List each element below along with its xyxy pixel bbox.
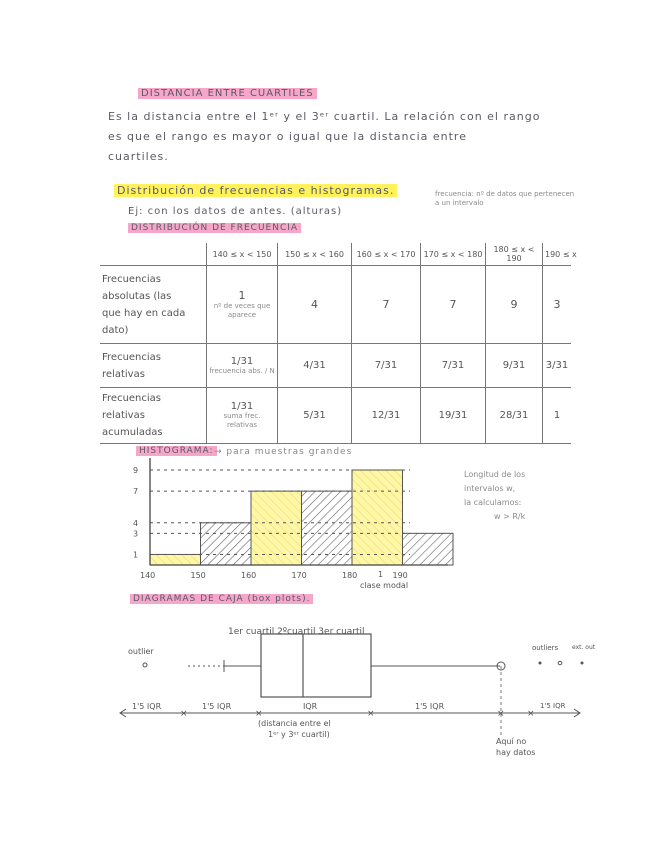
- table-cell: 4/31: [278, 344, 352, 388]
- body-line: cuartiles.: [108, 150, 169, 163]
- outlier-left-point: [143, 663, 147, 667]
- clase-modal-label: clase modal: [360, 581, 409, 590]
- y-tick-label: 9: [133, 466, 139, 475]
- x-tick-label: 180: [342, 571, 358, 580]
- table-cell: 7: [421, 266, 486, 344]
- table-cell: 1 nº de veces que aparece: [207, 266, 278, 344]
- table-cell: 28/31: [486, 388, 543, 444]
- table-cell: 3: [543, 266, 572, 344]
- table-cell: 1/31 suma frec. relativas: [207, 388, 278, 444]
- table-cell: 12/31: [352, 388, 421, 444]
- table-cell: 9/31: [486, 344, 543, 388]
- table-cell: 7: [352, 266, 421, 344]
- histogram-title: HISTOGRAMA:: [136, 446, 217, 456]
- outlier-right-point: [581, 662, 584, 665]
- interval-header: 140 ≤ x < 150: [207, 243, 278, 266]
- table-cell: 1: [543, 388, 572, 444]
- interval-header: 150 ≤ x < 160: [278, 243, 352, 266]
- iqr-mark: ×: [255, 709, 263, 719]
- section-title-distribucion: Distribución de frecuencias e histogramas.: [114, 184, 397, 197]
- table-cell: 1/31 frecuencia abs. / N: [207, 344, 278, 388]
- iqr-label: IQR: [303, 702, 318, 711]
- iqr-mark: ×: [367, 709, 375, 719]
- row-label: Frecuencias absolutas (las que hay en cada dato): [100, 266, 207, 344]
- iqr-note-line: (distancia entre el: [258, 719, 331, 728]
- outliers-right-label: outliers: [532, 644, 559, 652]
- box: [261, 634, 371, 697]
- outlier-left-label: outlier: [128, 647, 154, 656]
- iqr-note-line: 1ᵉʳ y 3ᵉʳ cuartil): [268, 730, 330, 739]
- body-line: Es la distancia entre el 1ᵉʳ y el 3ᵉʳ cuartil. La relación con el rango: [108, 110, 541, 123]
- row-label: Frecuencias relativas acumuladas: [100, 388, 207, 444]
- table-cell: 3/31: [543, 344, 572, 388]
- histogram-side-note: Longitud de los intervalos w, la calculamos: w > R/k: [464, 470, 526, 521]
- outlier-right-point: [539, 662, 542, 665]
- interval-header: 180 ≤ x < 190: [486, 243, 543, 266]
- y-tick-label: 7: [133, 487, 139, 497]
- table-cell: 9: [486, 266, 543, 344]
- section-title-distancia: DISTANCIA ENTRE CUARTILES: [138, 88, 317, 99]
- histogram-note: → para muestras grandes: [214, 447, 353, 457]
- iqr-mark: ×: [497, 709, 505, 719]
- iqr-right2-label: 1'5 IQR: [540, 702, 566, 710]
- interval-header: 170 ≤ x < 180: [421, 243, 486, 266]
- extreme-outliers-label: ext. out: [572, 644, 596, 651]
- table-cell: 7/31: [352, 344, 421, 388]
- subtitle-distribucion: DISTRIBUCIÓN DE FRECUENCIA: [128, 223, 301, 233]
- frecuencia-definition-note: frecuencia: nº de datos que pertenecen a un intervalo: [435, 190, 575, 207]
- table-cell: 19/31: [421, 388, 486, 444]
- y-tick-label: 1: [133, 550, 139, 560]
- no-data-note: Aquí no: [496, 737, 527, 746]
- iqr-mark: ×: [527, 709, 535, 719]
- outlier-right-point: [558, 661, 562, 665]
- x-tick-label: 190: [392, 571, 408, 580]
- x-tick-label: 140: [140, 571, 156, 580]
- x-tick-label: 170: [291, 571, 307, 580]
- example-line: Ej: con los datos de antes. (alturas): [128, 206, 343, 217]
- clase-modal-marker: 1: [378, 570, 384, 579]
- iqr-left2-label: 1'5 IQR: [132, 702, 162, 711]
- iqr-right1-label: 1'5 IQR: [415, 702, 445, 711]
- no-data-note: hay datos: [496, 748, 536, 757]
- iqr-mark: ×: [180, 709, 188, 719]
- table-cell: 7/31: [421, 344, 486, 388]
- iqr-left1-label: 1'5 IQR: [202, 702, 232, 711]
- body-line: es que el rango es mayor o igual que la distancia entre: [108, 130, 467, 143]
- quartile-labels: 1er cuartil 2ºcuartil 3er cuartil: [228, 627, 365, 637]
- x-tick-label: 150: [190, 571, 206, 580]
- table-cell: 5/31: [278, 388, 352, 444]
- boxplot-title: DIAGRAMAS DE CAJA (box plots).: [130, 594, 313, 604]
- y-tick-label: 4: [133, 518, 139, 528]
- y-tick-label: 3: [133, 529, 139, 539]
- interval-header: 160 ≤ x < 170: [352, 243, 421, 266]
- interval-header: 190 ≤ x: [543, 243, 572, 266]
- x-tick-label: 160: [241, 571, 257, 580]
- row-label: Frecuencias relativas: [100, 344, 207, 388]
- table-cell: 4: [278, 266, 352, 344]
